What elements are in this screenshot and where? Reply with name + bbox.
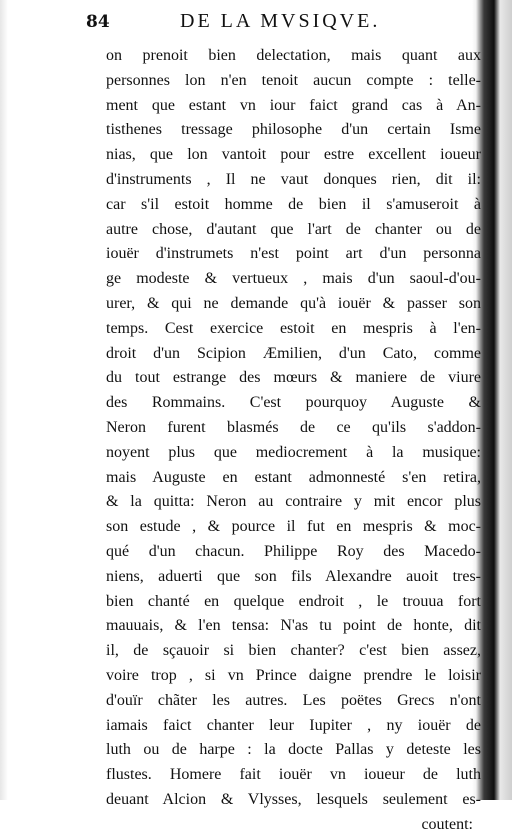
text-line: temps. Cest exercice estoit en mespris à l'en- [106,319,481,337]
text-line: iouër d'instrumets n'est point art d'un personna [106,245,481,263]
text-line: mais Auguste en estant admonnesté s'en retira, [106,468,481,486]
text-line: droit d'un Scipion Æmilien, d'un Cato, comme [106,344,481,362]
text-line: & la quitta: Neron au contraire y mit encor plus [106,493,481,511]
text-line: nias, que lon vantoit pour estre excellent ioueur [106,146,481,164]
page-number: 84 [86,12,110,32]
book-page [72,8,482,833]
text-line: flustes. Homere fait iouër vn ioueur de luth [106,766,481,784]
text-line: du tout estrange des mœurs & maniere de viure [106,369,481,387]
text-line: on prenoit bien delectation, mais quant aux [106,47,481,64]
text-line: car s'il estoit homme de bien il s'amuseroit à [106,195,481,213]
text-line: luth ou de harpe : la docte Pallas y deteste les [106,741,481,759]
text-line: d'ouïr chãter les autres. Les poëtes Grecs n'ont [106,691,481,709]
text-line: tisthenes tressage philosophe d'un certain Isme [106,121,481,139]
text-line: mauuais, & l'en tensa: N'as tu point de honte, dit [106,617,481,635]
text-line: son estude , & pource il fut en mespris & moc- [106,518,481,536]
text-line: ment que estant vn iour faict grand cas à An- [106,96,481,114]
text-line: d'instruments , Il ne vaut donques rien, dit il: [106,170,481,188]
text-line: Neron furent blasmés de ce qu'ils s'addon- [106,418,481,436]
text-line: autre chose, d'autant que l'art de chanter ou de [106,220,481,238]
page-left-shadow [0,0,8,800]
text-line: voire trop , si vn Prince daigne prendre le loisir [106,666,481,684]
running-title: DE LA MVSIQVE. [180,10,381,32]
text-line: des Rommains. C'est pourquoy Auguste & [106,394,481,412]
text-line: deuant Alcion & Vlysses, lesquels seulement es- [106,790,481,808]
text-line: ge modeste & vertueux , mais d'un saoul-d'ou- [106,270,481,288]
page-header [72,8,482,38]
body-text [106,44,481,838]
text-line: urer, & qui ne demande qu'à iouër & passer son [106,294,481,312]
text-line: niens, aduerti que son fils Alexandre auoit tres- [106,567,481,585]
text-line: personnes lon n'en tenoit aucun compte : telle- [106,71,481,89]
text-line: bien chanté en quelque endroit , le trouua fort [106,592,481,610]
text-line: coutent: [421,815,473,833]
text-line: il, de sçauoir si bien chanter? c'est bien assez, [106,642,481,660]
text-line: qué d'un chacun. Philippe Roy des Macedo- [106,542,481,560]
text-line: noyent plus que mediocrement à la musique: [106,443,481,461]
text-line: iamais faict chanter leur Iupiter , ny iouër de [106,716,481,734]
